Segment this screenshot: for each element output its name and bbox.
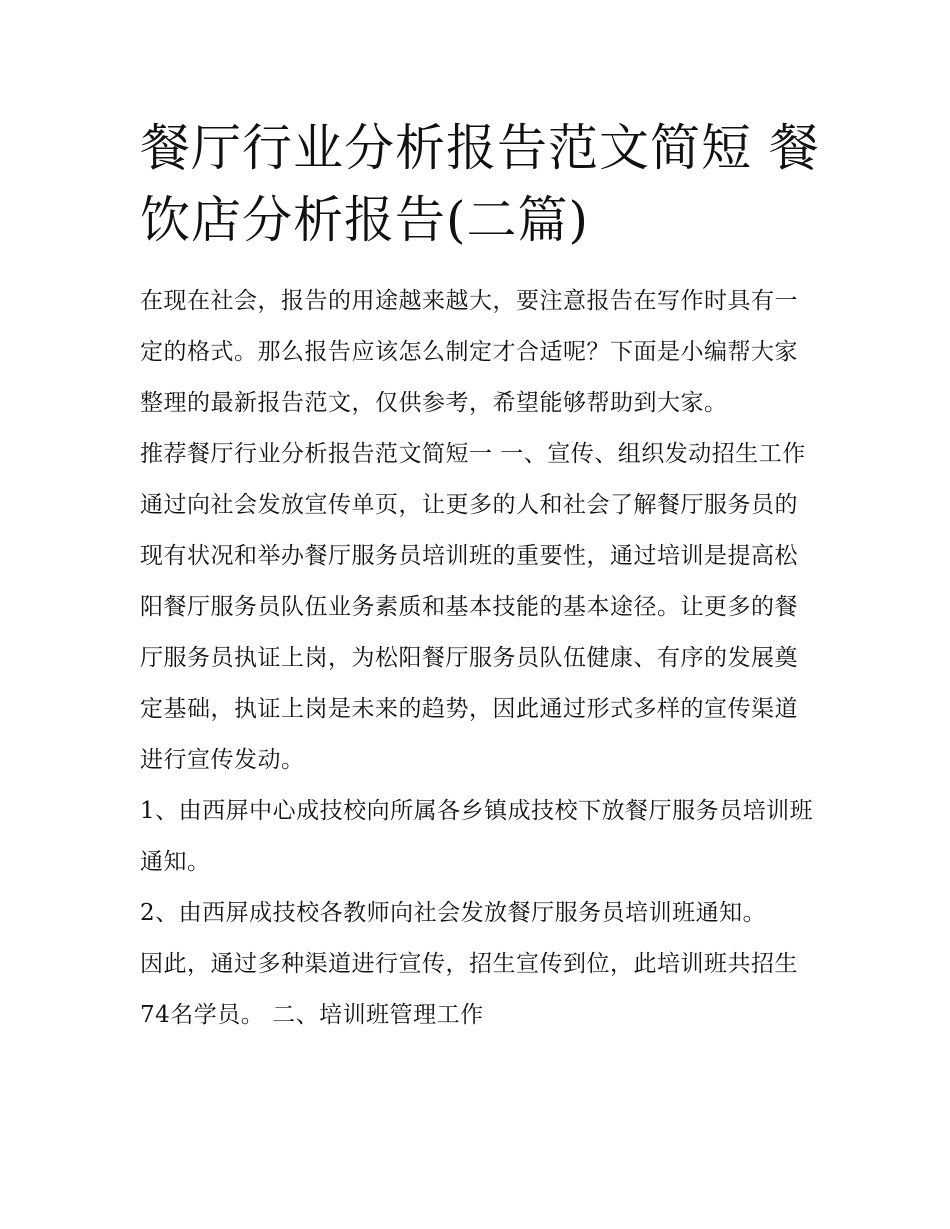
section-heading-paragraph: 推荐餐厅行业分析报告范文简短一 一、宣传、组织发动招生工作	[140, 441, 806, 467]
list-item-1: 1、由西屏中心成技校向所属各乡镇成技校下放餐厅服务员培训班通知。	[140, 798, 814, 875]
intro-paragraph: 在现在社会，报告的用途越来越大，要注意报告在写作时具有一定的格式。那么报告应该怎么制定才合适呢？下面是小编帮大家整理的最新报告范文，仅供参考，希望能够帮助到大家。	[140, 288, 798, 416]
publicity-paragraph: 通过向社会发放宣传单页，让更多的人和社会了解餐厅服务员的现有状况和举办餐厅服务员培训班的重要性，通过培训是提高松阳餐厅服务员队伍业务素质和基本技能的基本途径。让更多的餐厅服务员执证上岗，为松阳餐厅服务员队伍健康、有序的发展奠定基础，执证上岗是未来的趋势，因此通过形式多样的宣传渠道进行宣传发动。	[140, 492, 798, 773]
summary-paragraph: 因此，通过多种渠道进行宣传，招生宣传到位，此培训班共招生74名学员。 二、培训班管理工作	[140, 951, 798, 1028]
document-title: 餐厅行业分析报告范文简短 餐饮店分析报告(二篇)	[140, 119, 820, 249]
document-body	[140, 276, 820, 1041]
list-item-2: 2、由西屏成技校各教师向社会发放餐厅服务员培训班通知。	[140, 900, 767, 926]
